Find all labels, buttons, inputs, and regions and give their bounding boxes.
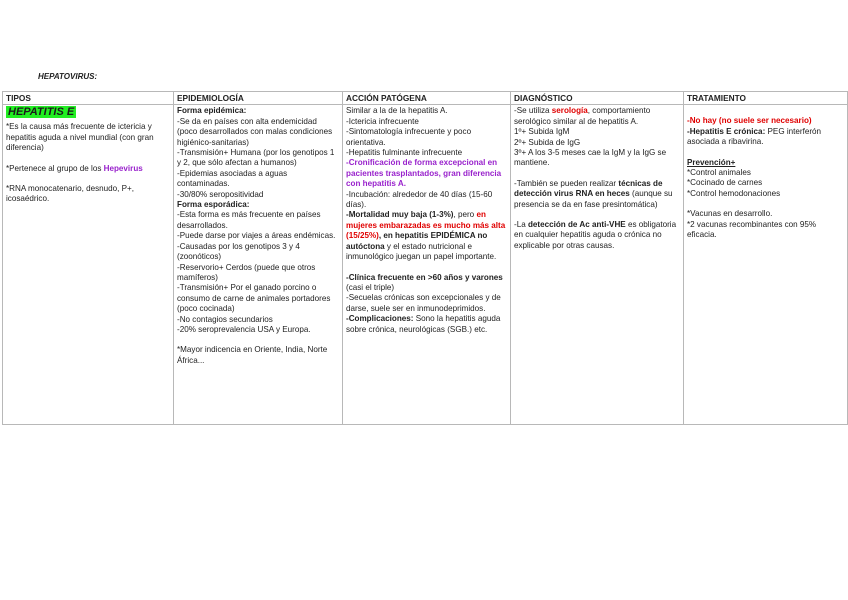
header-row <box>3 92 848 105</box>
accion-line: Similar a la de la hepatitis A. <box>346 106 448 116</box>
cell-tratamiento <box>684 105 848 425</box>
document-title: HEPATOVIRUS: <box>38 72 98 81</box>
vacunas-recombinantes: *2 vacunas recombinantes con 95% eficacia. <box>687 219 817 240</box>
epidemica-title: Forma epidémica: <box>177 106 247 116</box>
accion-line: -Ictericia infrecuente <box>346 116 419 126</box>
header-diagnostico: DIAGNÓSTICO <box>511 92 684 105</box>
accion-incubacion: -Incubación: alrededor de 40 días (15-60 días). <box>346 189 493 210</box>
epidemiologia-note: *Mayor indicencia en Oriente, India, Norte África... <box>177 345 328 365</box>
trat-no-hay: -No hay (no suele ser necesario) <box>687 116 812 126</box>
prevencion-item: *Control hemodonaciones <box>687 188 781 198</box>
esporadica-item: -Reservorio+ Cerdos (puede que otros mamíferos) <box>177 262 316 282</box>
diag-step: 2º+ Subida de IgG <box>514 137 581 147</box>
prevencion-title: Prevención+ <box>687 157 736 167</box>
diag-step: 1º+ Subida IgM <box>514 127 570 137</box>
esporadica-item: -Transmisión+ Por el ganado porcino o consumo de carne de animales portadores (poco cocinada) <box>177 283 331 314</box>
tipos-text-3: *RNA monocatenario, desnudo, P+, icosaédrico. <box>6 184 135 204</box>
esporadica-item: -Puede darse por viajes a áreas endémicas. <box>177 231 336 241</box>
genus-name: Hepevirus <box>103 163 143 173</box>
prevencion-item: *Control animales <box>687 168 751 178</box>
accion-secuelas: -Secuelas crónicas son excepcionales y de darse, suele ser en inmunodeprimidos. <box>346 293 501 313</box>
tipos-text-2: *Pertenece al grupo de los Hepevirus <box>6 163 143 173</box>
header-accion-patogena: ACCIÓN PATÓGENA <box>343 92 511 105</box>
esporadica-item: -Causadas por los genotipos 3 y 4 (zoonóticos) <box>177 241 300 262</box>
hepatovirus-table <box>2 91 848 425</box>
esporadica-item: -No contagios secundarios <box>177 314 273 324</box>
diag-rna: -También se pueden realizar técnicas de detección virus RNA en heces (aunque su presencia se da en fase presintomática) <box>514 178 673 209</box>
accion-complicaciones: -Complicaciones: Sono la hepatitis aguda sobre crónica, neurológicas (SGB.) etc. <box>346 314 501 334</box>
diag-anticuerpos: -La detección de Ac anti-VHE es obligatoria en cualquier hepatitis aguda o crónica no explicable por otras causas. <box>514 220 677 250</box>
diag-serologia: -Se utiliza serología, comportamiento serológico similar al de hepatitis A. <box>514 106 651 126</box>
accion-line: -Sintomatología infrecuente y poco orientativa. <box>346 127 472 147</box>
accion-cronificacion: -Cronificación de forma excepcional en pacientes trasplantados, gran diferencia con hepatitis A. <box>346 158 502 189</box>
header-tipos: TIPOS <box>3 92 174 105</box>
epidemica-item: -Transmisión+ Humana (por los genotipos 1 y 2, que sólo afectan a humanos) <box>177 148 335 168</box>
accion-line: -Hepatitis fulminante infrecuente <box>346 148 463 158</box>
cell-epidemiologia <box>174 105 343 425</box>
accion-mortalidad: -Mortalidad muy baja (1-3%), pero en mujeres embarazadas es mucho más alta (15/25%), en hepatitis EPIDÉMICA no autóctona y el estado nutricional e inmunológico juegan un papel importante. <box>346 210 506 262</box>
epidemica-item: -Epidemias asociadas a aguas contaminadas. <box>177 168 288 189</box>
cell-diagnostico <box>511 105 684 425</box>
vacunas-desarrollo: *Vacunas en desarrollo. <box>687 209 773 219</box>
accion-clinica: -Clínica frecuente en >60 años y varones (casi el triple) <box>346 272 503 292</box>
epidemica-item: -Se da en países con alta endemicidad (poco desarrollados con malas condiciones higiénico-sanitarias) <box>177 116 333 147</box>
diag-step: 3º+ A los 3-5 meses cae la IgM y la IgG se mantiene. <box>514 148 667 168</box>
prevencion-item: *Cocinado de carnes <box>687 178 763 188</box>
esporadica-item: -20% seroprevalencia USA y Europa. <box>177 324 311 334</box>
header-epidemiologia: EPIDEMIOLOGÍA <box>174 92 343 105</box>
trat-cronica: -Hepatitis E crónica: PEG interferón asociada a ribavirina. <box>687 126 822 147</box>
hepatitis-e-row <box>3 105 848 425</box>
esporadica-title: Forma esporádica: <box>177 200 250 210</box>
cell-tipos <box>3 105 174 425</box>
esporadica-item: -Esta forma es más frecuente en países desarrollados. <box>177 210 321 230</box>
virus-name-highlight: HEPATITIS E <box>8 106 75 119</box>
tipos-text-1: *Es la causa más frecuente de ictericia y hepatitis aguda a nivel mundial (con gran diferencia) <box>6 122 154 153</box>
cell-accion-patogena <box>343 105 511 425</box>
header-tratamiento: TRATAMIENTO <box>684 92 848 105</box>
epidemica-item: -30/80% seropositividad <box>177 189 264 199</box>
